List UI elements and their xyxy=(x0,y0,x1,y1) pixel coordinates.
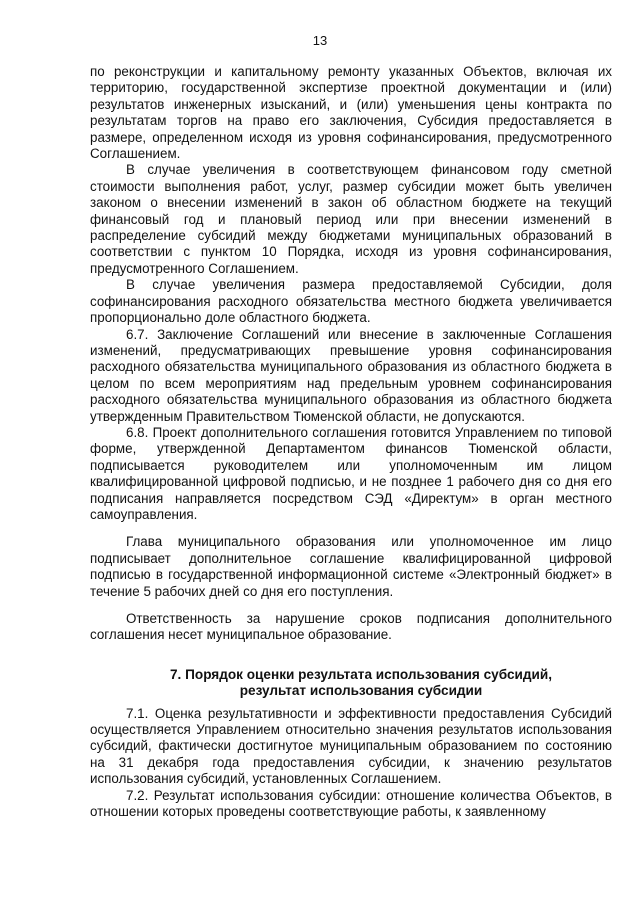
paragraph-6-8: 6.8. Проект дополнительного соглашения готовится Управлением по типовой форме, утвержденной Департаментом финансов Тюменской области, подписывается руководителем или уполномоченным им лицом квалифицированной цифровой подписью, и не позднее 1 рабочего дня со дня его подписания направляется посредством СЭД «Директум» в орган местного самоуправления. xyxy=(90,424,612,522)
section-7-heading-line1: 7. Порядок оценки результата использования субсидий, xyxy=(170,666,552,682)
paragraph-7-1: 7.1. Оценка результативности и эффективности предоставления Субсидий осуществляется Управлением относительно значения результатов использования субсидий, фактически достигнутое муниципальным образованием по состоянию на 31 декабря года предоставления субсидии, к значению результатов использования субсидий, установленных Соглашением. xyxy=(90,705,612,787)
paragraph-7-2: 7.2. Результат использования субсидии: отношение количества Объектов, в отношении которых проведены соответствующие работы, к заявленному xyxy=(90,787,612,820)
section-7-heading-line2: результат использования субсидии xyxy=(239,683,483,699)
document-body xyxy=(90,64,612,820)
page-number: 13 xyxy=(312,33,328,48)
paragraph-6-7: 6.7. Заключение Соглашений или внесение в заключенные Соглашения изменений, предусматривающих превышение уровня софинансирования расходного обязательства муниципального образования из областного бюджета в целом по всем мероприятиям над предельным уровнем софинансирования расходного обязательства муниципального образования из областного бюджета утвержденным Правительством Тюменской области, не допускаются. xyxy=(90,326,612,424)
paragraph-continuation: по реконструкции и капитальному ремонту указанных Объектов, включая их территорию, государственной экспертизе проектной документации и (или) результатов инженерных изысканий, и (или) уменьшения цены контракта по результатам торгов на право его заключения, Субсидия предоставляется в размере, определенном исходя из уровня софинансирования, предусмотренного Соглашением. xyxy=(90,64,612,162)
paragraph-responsibility: Ответственность за нарушение сроков подписания дополнительного соглашения несет муниципальное образование. xyxy=(90,611,612,643)
section-7-heading xyxy=(90,667,612,700)
paragraph-subsidy-increase: В случае увеличения размера предоставляемой Субсидии, доля софинансирования расходного обязательства местного бюджета увеличивается пропорционально доле областного бюджета. xyxy=(90,277,612,326)
paragraph-signing: Глава муниципального образования или уполномоченное им лицо подписывает дополнительное соглашение квалифицированной цифровой подписью в государственной информационной системе «Электронный бюджет» в течение 5 рабочих дней со дня его поступления. xyxy=(90,534,612,599)
paragraph-estimate-increase: В случае увеличения в соответствующем финансовом году сметной стоимости выполнения работ, услуг, размер субсидии может быть увеличен законом о внесении изменений в закон об областном бюджете на текущий финансовый год и плановый период или при внесении изменений в распределение субсидий между бюджетами муниципальных образований в соответствии с пунктом 10 Порядка, исходя из уровня софинансирования, предусмотренного Соглашением. xyxy=(90,162,612,276)
